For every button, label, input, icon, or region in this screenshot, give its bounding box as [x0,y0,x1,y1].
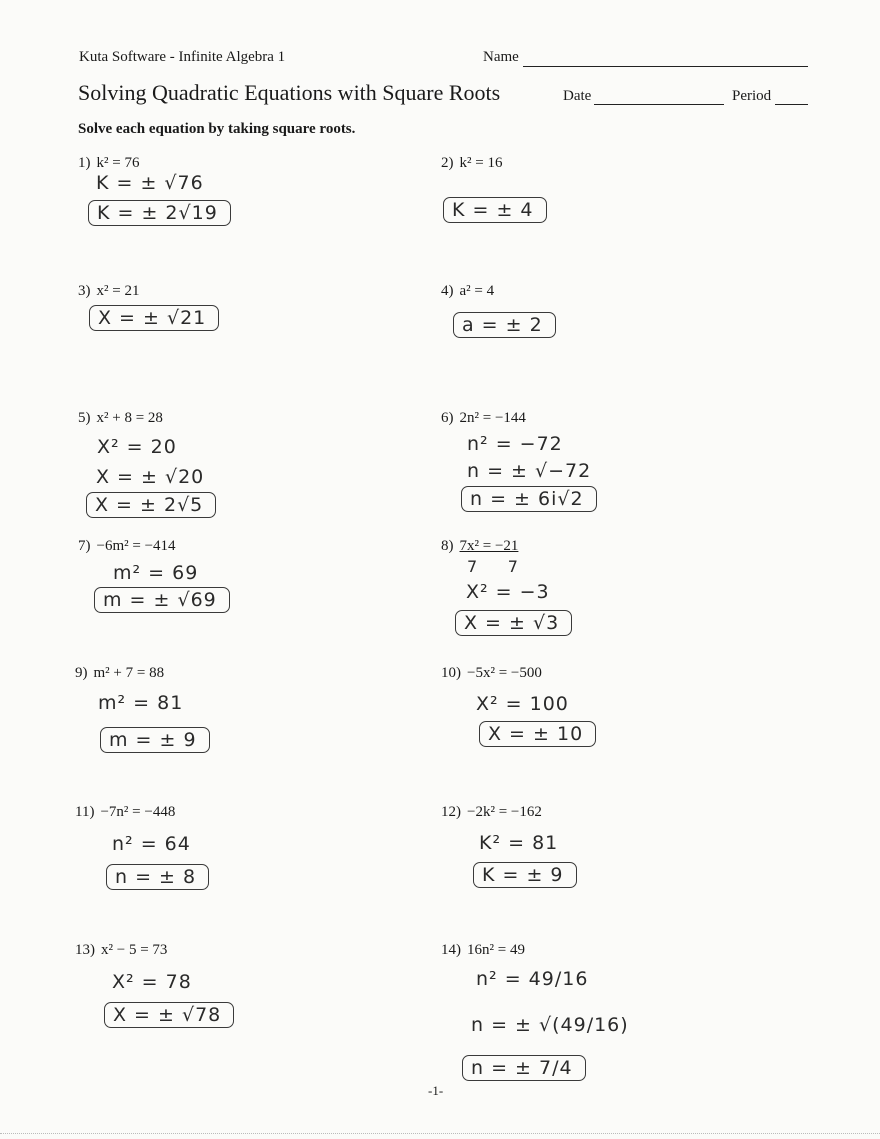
work-line: X² = 20 [97,436,177,458]
answer-box: X = ± √21 [89,305,219,331]
work-line: n² = 49/16 [476,968,589,990]
date-label: Date [563,88,592,104]
problem-equation: x² + 8 = 28 [96,410,163,426]
work-line: X² = −3 [466,581,550,603]
problem-number: 10) [441,665,461,681]
answer-box: n = ± 7/4 [462,1055,586,1081]
problem-10 [441,665,542,682]
work-line: K² = 81 [479,832,559,854]
answer-box: n = ± 8 [106,864,209,890]
name-label: Name [483,49,519,65]
problem-equation: 16n² = 49 [467,942,525,958]
answer-box: X = ± 2√5 [86,492,216,518]
work-line: X = ± √20 [96,466,205,488]
problem-equation: 7x² = −21 [459,538,519,554]
problem-number: 13) [75,942,95,958]
problem-7 [78,538,176,555]
answer-box: X = ± √3 [455,610,572,636]
date-field-line[interactable] [594,104,724,105]
problem-number: 5) [78,410,91,426]
page-title: Solving Quadratic Equations with Square Roots [78,80,501,105]
problem-equation: x² − 5 = 73 [101,942,168,958]
answer-box: m = ± 9 [100,727,210,753]
answer-box: m = ± √69 [94,587,230,613]
name-field-line[interactable] [523,66,808,67]
problem-9 [75,665,164,682]
answer-box: a = ± 2 [453,312,556,338]
work-line: n = ± √(49/16) [471,1014,629,1036]
problem-8 [441,538,518,555]
problem-equation: x² = 21 [96,283,140,299]
period-field-line[interactable] [775,104,808,105]
work-line: m² = 81 [98,692,184,714]
problem-equation: −2k² = −162 [467,804,542,820]
problem-number: 1) [78,155,91,171]
worksheet-source: Kuta Software - Infinite Algebra 1 [79,49,286,65]
problem-number: 14) [441,942,461,958]
work-line: n = ± √−72 [467,460,592,482]
problem-number: 2) [441,155,454,171]
problem-number: 3) [78,283,91,299]
work-line: K = ± √76 [96,172,204,194]
problem-equation: a² = 4 [459,283,495,299]
problem-number: 8) [441,538,454,554]
work-line: 7 7 [467,557,518,576]
problem-11 [75,804,175,821]
problem-number: 4) [441,283,454,299]
problem-equation: k² = 76 [96,155,140,171]
period-label: Period [732,88,772,104]
problem-5 [78,410,163,427]
problem-4 [441,283,494,300]
problem-equation: k² = 16 [459,155,503,171]
problem-13 [75,942,167,959]
problem-number: 6) [441,410,454,426]
scan-edge-divider [0,1133,880,1134]
answer-box: K = ± 4 [443,197,547,223]
problem-14 [441,942,525,959]
problem-number: 11) [75,804,95,820]
problem-number: 9) [75,665,88,681]
answer-box: X = ± √78 [104,1002,234,1028]
problem-12 [441,804,542,821]
answer-box: n = ± 6i√2 [461,486,597,512]
problem-equation: −5x² = −500 [467,665,542,681]
problem-equation: −6m² = −414 [96,538,176,554]
work-line: X² = 78 [112,971,192,993]
work-line: X² = 100 [476,693,569,715]
problem-equation: −7n² = −448 [100,804,176,820]
problem-1 [78,155,139,172]
problem-2 [441,155,502,172]
page-number: -1- [428,1083,444,1098]
instructions: Solve each equation by taking square roots. [78,121,356,137]
answer-box: X = ± 10 [479,721,596,747]
work-line: n² = −72 [467,433,563,455]
problem-equation: m² + 7 = 88 [93,665,165,681]
answer-box: K = ± 9 [473,862,577,888]
problem-3 [78,283,139,300]
answer-box: K = ± 2√19 [88,200,231,226]
work-line: m² = 69 [113,562,199,584]
problem-6 [441,410,526,427]
problem-equation: 2n² = −144 [459,410,526,426]
problem-number: 12) [441,804,461,820]
work-line: n² = 64 [112,833,191,855]
problem-number: 7) [78,538,91,554]
